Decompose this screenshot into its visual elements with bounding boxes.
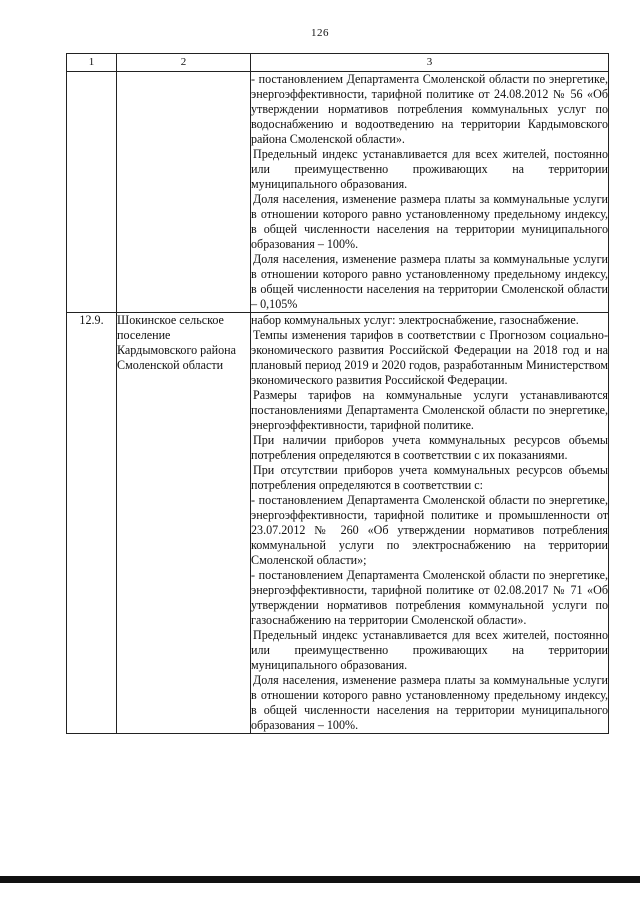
paragraph: - постановлением Департамента Смоленской области по энергетике, энергоэффективности, тарифной политике и промышленности от 23.07.2012 № 260 «Об утверждении нормативов потребления коммунальной услуги по электроснабжению на территории Смоленской области»; <box>251 493 608 567</box>
table-header-row <box>67 54 609 72</box>
paragraph: Предельный индекс устанавливается для всех жителей, постоянно или преимущественно проживающих на территории муниципального образования. <box>251 628 608 672</box>
row-content <box>251 72 609 313</box>
paragraph: При наличии приборов учета коммунальных ресурсов объемы потребления определяются в соответствии с их показаниями. <box>251 433 608 462</box>
paragraph: При отсутствии приборов учета коммунальных ресурсов объемы потребления определяются в соответствии с: <box>251 463 608 492</box>
paragraph: - постановлением Департамента Смоленской области по энергетике, энергоэффективности, тарифной политике от 02.08.2017 № 71 «Об утверждении нормативов потребления коммунальной услуги по газоснабжению на территории Смоленской области». <box>251 568 608 627</box>
paragraph: Предельный индекс устанавливается для всех жителей, постоянно или преимущественно проживающих на территории муниципального образования. <box>251 147 608 191</box>
row-number: 12.9. <box>67 313 117 734</box>
paragraph: набор коммунальных услуг: электроснабжение, газоснабжение. <box>251 313 579 327</box>
row-number <box>67 72 117 313</box>
page-number: 126 <box>311 27 329 39</box>
scan-edge-bar <box>0 876 640 883</box>
table-row <box>67 313 609 734</box>
paragraph: Темпы изменения тарифов в соответствии с Прогнозом социально-экономического развития Российской Федерации на 2018 год и на плановый период 2019 и 2020 годов, разработанным Министерством экономического развития Российской Федерации. <box>251 328 608 387</box>
document-table <box>66 53 609 734</box>
settlement-name: Шокинское сельское поселение Кардымовского района Смоленской области <box>117 313 251 734</box>
paragraph: Размеры тарифов на коммунальные услуги устанавливаются постановлениями Департамента Смоленской области по энергетике, энергоэффективности, тарифной политике. <box>251 388 608 432</box>
settlement-name <box>117 72 251 313</box>
paragraph: - постановлением Департамента Смоленской области по энергетике, энергоэффективности, тарифной политике от 24.08.2012 № 56 «Об утверждении нормативов потребления коммунальных услуг по водоснабжению и водоотведению на территории Кардымовского района Смоленской области». <box>251 72 608 146</box>
paragraph: Доля населения, изменение размера платы за коммунальные услуги в отношении которого равно установленному предельному индексу, в общей численности населения на территории муниципального образования – 100%. <box>251 673 608 732</box>
table-row <box>67 72 609 313</box>
row-content <box>251 313 609 734</box>
paragraph: Доля населения, изменение размера платы за коммунальные услуги в отношении которого равно установленному предельному индексу, в общей численности населения на территории муниципального образования – 100%. <box>251 192 608 251</box>
column-header: 1 <box>67 54 117 72</box>
paragraph: Доля населения, изменение размера платы за коммунальные услуги в отношении которого равно установленному предельному индексу, в общей численности населения на территории Смоленской области – 0,105% <box>251 252 608 311</box>
column-header: 2 <box>117 54 251 72</box>
column-header: 3 <box>251 54 609 72</box>
